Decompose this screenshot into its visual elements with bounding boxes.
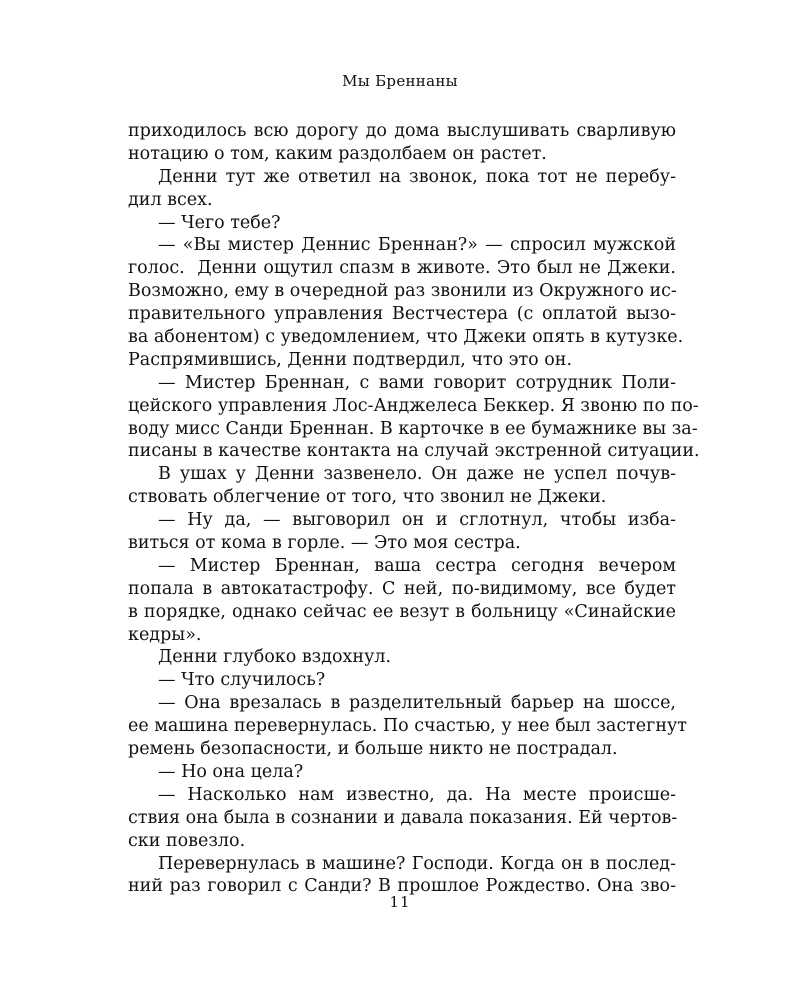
text-line: ний раз говорил с Санди? В прошлое Рождество. Она зво- xyxy=(128,876,676,897)
text-line: — Что случилось? xyxy=(158,670,326,691)
text-line: — Но она цела? xyxy=(158,761,304,782)
text-line: ски повезло. xyxy=(128,830,246,851)
text-line: кедры». xyxy=(128,624,202,645)
text-line: в порядке, однако сейчас ее везут в больницу «Синайские xyxy=(128,601,676,622)
running-head: Мы Бреннаны xyxy=(342,72,458,90)
text-line: ее машина перевернулась. По счастью, у нее был застегнут xyxy=(128,716,687,737)
text-line: дил всех. xyxy=(128,189,213,210)
text-line: Распрямившись, Денни подтвердил, что это он. xyxy=(128,349,573,370)
text-line: попала в автокатастрофу. С ней, по-видимому, все будет xyxy=(128,578,676,599)
text-line: Перевернулась в машине? Господи. Когда он в послед- xyxy=(158,853,676,874)
text-line: писаны в качестве контакта на случай экстренной ситуации. xyxy=(128,441,700,462)
text-line: нотацию о том, каким раздолбаем он растет. xyxy=(128,143,547,164)
text-line: правительного управления Вестчестера (с оплатой вызо- xyxy=(128,304,676,325)
text-line: Возможно, ему в очередной раз звонили из Окружного ис- xyxy=(128,281,677,302)
text-line: ремень безопасности, и больше никто не пострадал. xyxy=(128,739,618,760)
text-line: В ушах у Денни зазвенело. Он даже не успел почув- xyxy=(158,464,676,485)
text-line: ствовать облегчение от того, что звонил не Джеки. xyxy=(128,487,607,508)
text-line: — Насколько нам известно, да. На месте происше- xyxy=(158,784,676,805)
page-number: 11 xyxy=(389,893,411,911)
text-line: Денни глубоко вздохнул. xyxy=(158,647,392,668)
text-line: ва абонентом) с уведомлением, что Джеки опять в кутузке. xyxy=(128,327,684,348)
text-line: — Она врезалась в разделительный барьер на шоссе, xyxy=(158,693,676,714)
text-line: голос. Денни ощутил спазм в животе. Это был не Джеки. xyxy=(128,258,676,279)
text-line: цейского управления Лос-Анджелеса Беккер. Я звоню по по- xyxy=(128,395,699,416)
text-line: — Мистер Бреннан, ваша сестра сегодня вечером xyxy=(158,555,676,576)
text-line: — Чего тебе? xyxy=(158,212,281,233)
text-line: — «Вы мистер Деннис Бреннан?» — спросил мужской xyxy=(158,235,676,256)
text-line: — Мистер Бреннан, с вами говорит сотрудник Поли- xyxy=(158,372,676,393)
text-line: воду мисс Санди Бреннан. В карточке в ее бумажнике вы за- xyxy=(128,418,698,439)
text-line: — Ну да, — выговорил он и сглотнул, чтобы изба- xyxy=(158,510,676,531)
text-line: ствия она была в сознании и давала показания. Ей чертов- xyxy=(128,807,678,828)
text-line: Денни тут же ответил на звонок, пока тот не перебу- xyxy=(158,166,676,187)
text-line: виться от кома в горле. — Это моя сестра. xyxy=(128,533,521,554)
text-line: приходилось всю дорогу до дома выслушивать сварливую xyxy=(128,121,676,141)
body-text xyxy=(128,120,700,898)
